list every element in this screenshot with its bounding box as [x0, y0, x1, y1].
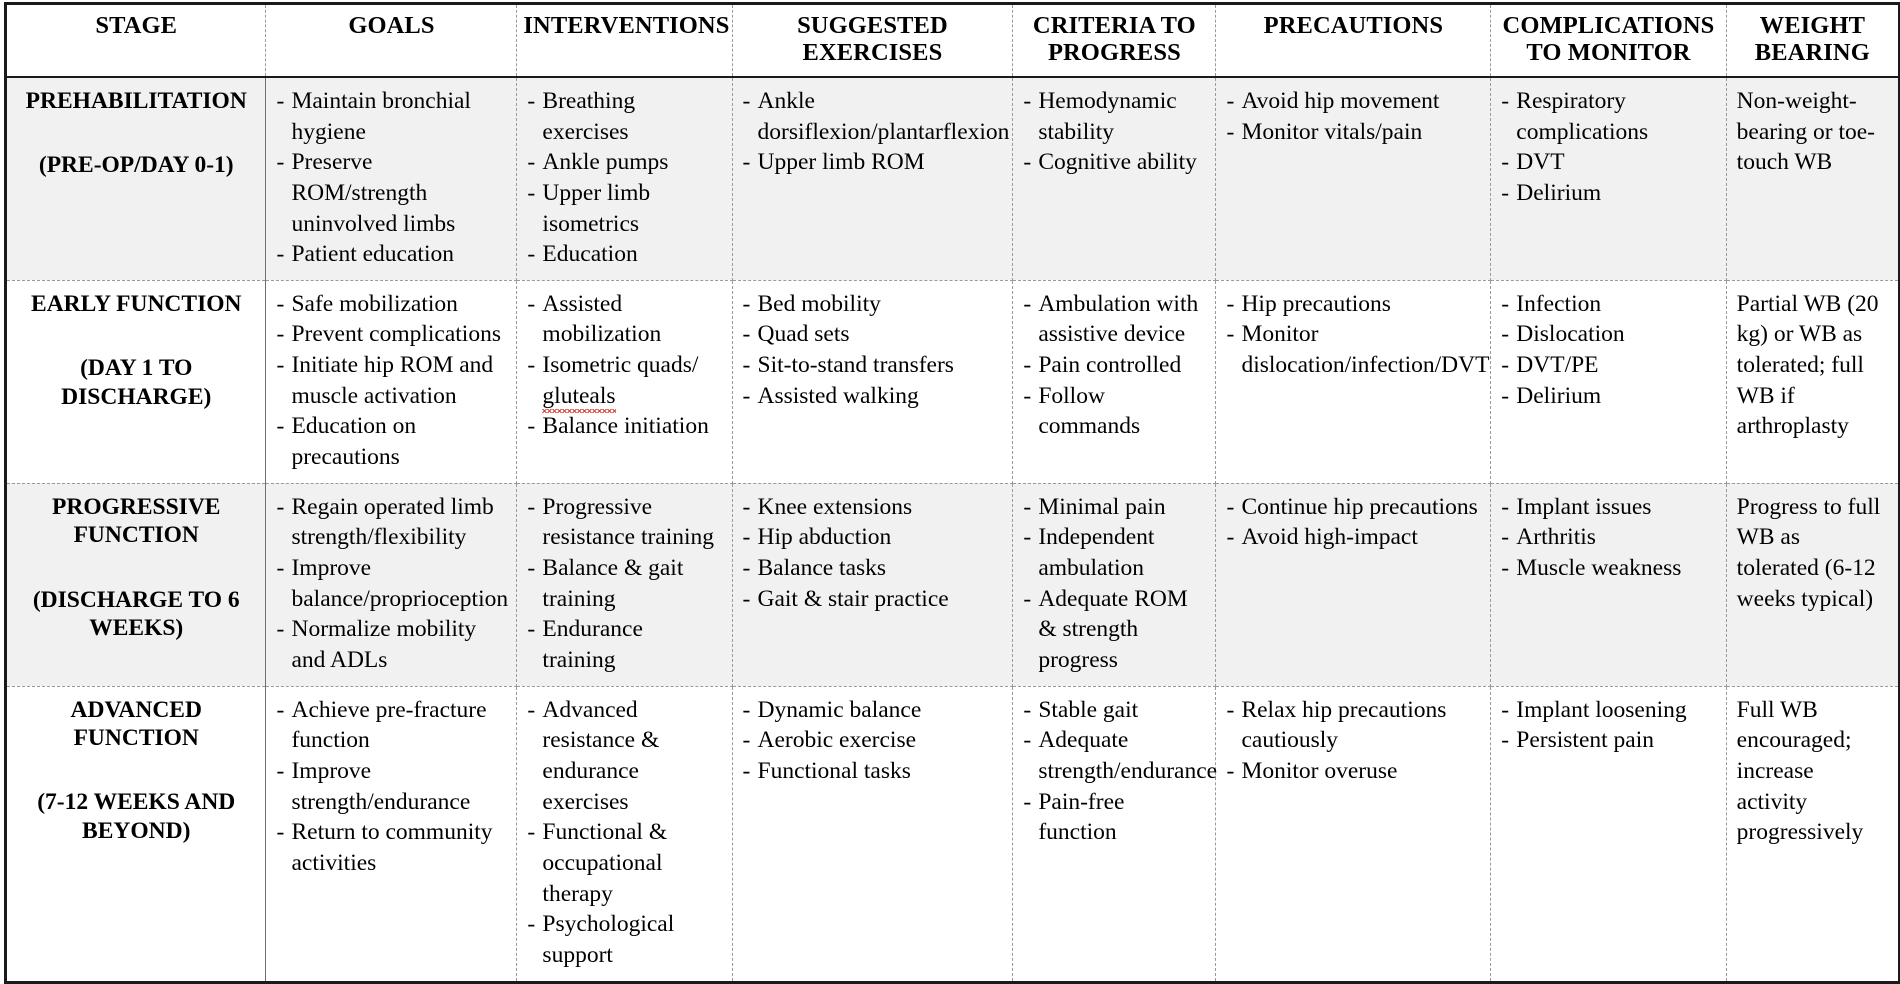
list-item: - Ankle pumps: [527, 147, 721, 178]
bullet-list: [1023, 695, 1218, 848]
list-item: - Knee extensions: [743, 492, 1003, 523]
stage-cell: [6, 483, 266, 686]
list-item: - Assisted walking: [743, 381, 1003, 412]
list-item: - Delirium: [1501, 381, 1715, 412]
list-item: - Infection: [1501, 289, 1715, 320]
column-header-suggested-exercises: [732, 4, 1013, 77]
list-item: - Balance initiation: [527, 411, 721, 442]
list-item: - Avoid high-impact: [1226, 522, 1480, 553]
list-item: - Relax hip precautions cautiously: [1226, 695, 1480, 756]
bullet-list: [276, 492, 509, 676]
weight-bearing-cell: [1726, 77, 1899, 280]
interventions-cell: [517, 280, 732, 483]
stage-subtitle: (7-12 WEEKS AND BEYOND): [37, 789, 236, 844]
rehabilitation-protocol-table: [4, 2, 1900, 984]
list-item: - Regain operated limb strength/flexibility: [276, 492, 506, 553]
table-row: [6, 483, 1900, 686]
criteria-to-progress-cell: [1013, 280, 1216, 483]
spellcheck-underline: gluteals: [542, 381, 615, 412]
list-item: - Safe mobilization: [276, 289, 506, 320]
column-header-criteria-line-2: PROGRESS: [1047, 39, 1181, 67]
column-header-complications-line-1: COMPLICATIONS: [1502, 12, 1715, 39]
stage-cell: [6, 280, 266, 483]
list-item: - Achieve pre-fracture function: [276, 695, 506, 756]
bullet-list: [1226, 289, 1490, 381]
list-item: - Hemodynamic stability: [1023, 86, 1205, 147]
bullet-list: [1226, 492, 1480, 553]
list-item: - Continue hip precautions: [1226, 492, 1480, 523]
list-item: - DVT/PE: [1501, 350, 1715, 381]
criteria-to-progress-cell: [1013, 77, 1216, 280]
weight-bearing-text: Non-weight-bearing or toe-touch WB: [1736, 87, 1875, 176]
bullet-list: [743, 695, 1003, 787]
list-item: - Gait & stair practice: [743, 584, 1003, 615]
weight-bearing-cell: [1726, 686, 1899, 982]
weight-bearing-cell: [1726, 483, 1899, 686]
bullet-list: [527, 86, 721, 270]
table-header: [6, 4, 1900, 77]
list-item: - Arthritis: [1501, 522, 1715, 553]
stage-subtitle: (DAY 1 TO DISCHARGE): [61, 355, 212, 410]
list-item: - Improve strength/endurance: [276, 756, 506, 817]
suggested-exercises-cell: [732, 686, 1013, 982]
bullet-list: [1501, 289, 1715, 412]
complications-cell: [1491, 686, 1726, 982]
list-item: - Implant loosening: [1501, 695, 1715, 726]
stage-name: PREHABILITATION: [25, 87, 247, 114]
column-header-weight-line-1: WEIGHT: [1759, 12, 1866, 39]
column-header-weight-bearing: [1726, 4, 1899, 77]
list-item: - Dislocation: [1501, 319, 1715, 350]
bullet-list: [527, 695, 721, 971]
list-item: - Balance & gait training: [527, 553, 721, 614]
column-header-interventions: [517, 4, 732, 77]
weight-bearing-cell: [1726, 280, 1899, 483]
suggested-exercises-cell: [732, 77, 1013, 280]
list-item: - Aerobic exercise: [743, 725, 1003, 756]
table-body: [6, 77, 1900, 982]
column-header-complications-line-2: TO MONITOR: [1526, 39, 1691, 67]
stage-subtitle: (PRE-OP/DAY 0-1): [38, 152, 234, 179]
table-row: [6, 280, 1900, 483]
bullet-list: [1226, 86, 1480, 147]
list-item: - Pain controlled: [1023, 350, 1205, 381]
stage-subtitle: (DISCHARGE TO 6 WEEKS): [32, 586, 240, 641]
precautions-cell: [1216, 483, 1491, 686]
list-item: - Implant issues: [1501, 492, 1715, 523]
bullet-list: [276, 695, 506, 879]
complications-cell: [1491, 280, 1726, 483]
list-item: - Bed mobility: [743, 289, 1003, 320]
list-item: - Upper limb ROM: [743, 147, 1003, 178]
column-header-precautions-line-1: PRECAUTIONS: [1263, 12, 1444, 39]
list-item: - Hip abduction: [743, 522, 1003, 553]
stage-cell: [6, 77, 266, 280]
suggested-exercises-cell: [732, 280, 1013, 483]
list-item: - Prevent complications: [276, 319, 506, 350]
stage-name: ADVANCED FUNCTION: [70, 696, 202, 751]
list-item: - Progressive resistance training: [527, 492, 721, 553]
list-item: - Return to community activities: [276, 817, 506, 878]
complications-cell: [1491, 77, 1726, 280]
goals-cell: [266, 483, 517, 686]
column-header-complications-to-monitor: [1491, 4, 1726, 77]
bullet-list: [1023, 289, 1205, 442]
list-item: - Education on precautions: [276, 411, 506, 472]
list-item: - DVT: [1501, 147, 1715, 178]
interventions-cell: [517, 483, 732, 686]
table-row: [6, 77, 1900, 280]
list-item: - Ankle dorsiflexion/plantarflexion: [743, 86, 1003, 147]
list-item: - Stable gait: [1023, 695, 1205, 726]
list-item: - Assisted mobilization: [527, 289, 721, 350]
list-item: - Psychological support: [527, 909, 721, 970]
stage-name: EARLY FUNCTION: [31, 290, 242, 317]
list-item: - Persistent pain: [1501, 725, 1715, 756]
list-item: - Sit-to-stand transfers: [743, 350, 1003, 381]
complications-cell: [1491, 483, 1726, 686]
list-item: - Monitor vitals/pain: [1226, 117, 1480, 148]
weight-bearing-text: Partial WB (20 kg) or WB as tolerated; full WB if arthroplasty: [1736, 290, 1879, 440]
list-item: - Preserve ROM/strength uninvolved limbs: [276, 147, 506, 239]
column-header-precautions: [1216, 4, 1491, 77]
stage-name: PROGRESSIVE FUNCTION: [52, 493, 221, 548]
list-item: - Quad sets: [743, 319, 1003, 350]
list-item: - Delirium: [1501, 178, 1715, 209]
column-header-criteria-line-1: CRITERIA TO: [1032, 12, 1196, 39]
bullet-list: [1023, 492, 1205, 676]
column-header-goals: [266, 4, 517, 77]
list-item: - Normalize mobility and ADLs: [276, 614, 506, 675]
interventions-cell: [517, 686, 732, 982]
list-item: - Monitor dislocation/infection/DVT: [1226, 319, 1480, 380]
list-item: - Avoid hip movement: [1226, 86, 1480, 117]
bullet-list: [1501, 695, 1715, 756]
precautions-cell: [1216, 686, 1491, 982]
bullet-list: [743, 492, 1003, 615]
list-item: - Pain-free function: [1023, 787, 1205, 848]
list-item: - Breathing exercises: [527, 86, 721, 147]
list-item: - Monitor overuse: [1226, 756, 1480, 787]
bullet-list: [1023, 86, 1205, 178]
list-item: - Respiratory complications: [1501, 86, 1715, 147]
list-item: - Upper limb isometrics: [527, 178, 721, 239]
bullet-list: [276, 86, 506, 270]
column-header-criteria-to-progress: [1013, 4, 1216, 77]
goals-cell: [266, 77, 517, 280]
bullet-list: [276, 289, 506, 473]
document-canvas: [0, 2, 1900, 968]
list-item: - Initiate hip ROM and muscle activation: [276, 350, 506, 411]
precautions-cell: [1216, 77, 1491, 280]
list-item: - Improve balance/proprioception: [276, 553, 506, 614]
precautions-cell: [1216, 280, 1491, 483]
column-header-exercises-line-2: EXERCISES: [802, 39, 943, 67]
list-item: - Dynamic balance: [743, 695, 1003, 726]
column-header-interventions-line-1: INTERVENTIONS: [523, 12, 730, 39]
list-item: - Adequate ROM & strength progress: [1023, 584, 1205, 676]
goals-cell: [266, 686, 517, 982]
criteria-to-progress-cell: [1013, 686, 1216, 982]
list-item: - Adequate strength/endurance: [1023, 725, 1205, 786]
list-item: - Patient education: [276, 239, 506, 270]
list-item: - Isometric quads/gluteals: [527, 350, 721, 411]
list-item: - Independent ambulation: [1023, 522, 1205, 583]
bullet-list: [527, 492, 721, 676]
list-item: - Follow commands: [1023, 381, 1205, 442]
list-item: - Cognitive ability: [1023, 147, 1205, 178]
weight-bearing-text: Progress to full WB as tolerated (6-12 weeks typical): [1736, 493, 1881, 612]
header-row: [6, 4, 1900, 77]
column-header-stage-line-1: STAGE: [95, 12, 178, 39]
suggested-exercises-cell: [732, 483, 1013, 686]
column-header-stage: [6, 4, 266, 77]
bullet-list: [743, 289, 1003, 412]
list-item: - Balance tasks: [743, 553, 1003, 584]
column-header-weight-line-2: BEARING: [1754, 39, 1870, 67]
list-item: - Functional & occupational therapy: [527, 817, 721, 909]
bullet-list: [1501, 86, 1715, 209]
list-item: - Endurance training: [527, 614, 721, 675]
bullet-list: [743, 86, 1010, 178]
bullet-list: [527, 289, 721, 442]
list-item: - Minimal pain: [1023, 492, 1205, 523]
list-item: - Ambulation with assistive device: [1023, 289, 1205, 350]
list-item: - Muscle weakness: [1501, 553, 1715, 584]
stage-cell: [6, 686, 266, 982]
list-item: - Advanced resistance & endurance exercises: [527, 695, 721, 818]
bullet-list: [1501, 492, 1715, 584]
weight-bearing-text: Full WB encouraged; increase activity progressively: [1736, 696, 1864, 846]
list-item: - Functional tasks: [743, 756, 1003, 787]
criteria-to-progress-cell: [1013, 483, 1216, 686]
list-item: - Education: [527, 239, 721, 270]
interventions-cell: [517, 77, 732, 280]
column-header-exercises-line-1: SUGGESTED: [797, 12, 948, 39]
column-header-goals-line-1: GOALS: [348, 12, 435, 39]
table-row: [6, 686, 1900, 982]
list-item: - Maintain bronchial hygiene: [276, 86, 506, 147]
goals-cell: [266, 280, 517, 483]
bullet-list: [1226, 695, 1480, 787]
list-item: - Hip precautions: [1226, 289, 1480, 320]
